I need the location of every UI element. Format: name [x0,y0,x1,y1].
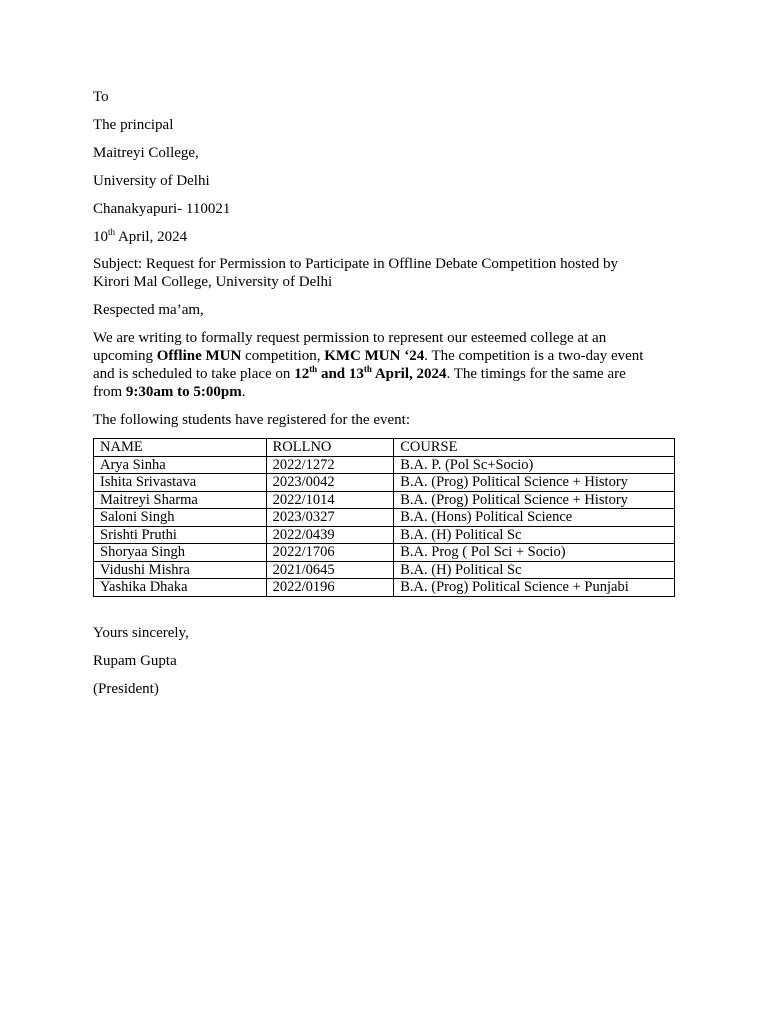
cell-name: Srishti Pruthi [94,526,267,544]
header-rollno: ROLLNO [266,439,394,457]
signatory-name: Rupam Gupta [93,653,177,669]
cell-name: Yashika Dhaka [94,579,267,597]
signatory-designation: (President) [93,681,159,697]
body-bold-timings: 9:30am to 5:00pm [125,384,242,400]
recipient-line: The principal [93,117,174,133]
body-bold-event-name: KMC MUN ‘24 [324,348,425,364]
cell-name: Shoryaa Singh [94,544,267,562]
date-day: 10 [93,229,108,245]
date-12: 12 [294,366,310,382]
students-table [93,438,675,597]
cell-course: B.A. (Prog) Political Science + Punjabi [394,579,675,597]
body-paragraph [93,329,653,401]
cell-rollno: 2022/1014 [266,491,394,509]
date-month-year: April, 2024 [371,366,447,382]
address-line: Chanakyapuri- 110021 [93,201,231,217]
body-text: competition, [241,348,325,364]
table-row [94,456,675,474]
table-row [94,474,675,492]
cell-name: Arya Sinha [94,456,267,474]
cell-rollno: 2023/0042 [266,474,394,492]
cell-course: B.A. (Prog) Political Science + History [394,474,675,492]
cell-course: B.A. P. (Pol Sc+Socio) [394,456,675,474]
cell-name: Vidushi Mishra [94,561,267,579]
cell-course: B.A. Prog ( Pol Sci + Socio) [394,544,675,562]
table-row [94,526,675,544]
cell-course: B.A. (H) Political Sc [394,561,675,579]
date-suffix: th [108,227,116,237]
table-row [94,561,675,579]
cell-course: B.A. (Prog) Political Science + History [394,491,675,509]
table-row [94,579,675,597]
body-text: We are writing to formally request permission to represent our esteemed college at an upcoming [93,330,607,364]
subject-line-1: Subject: Request for Permission to Participate in Offline Debate Competition hosted by [93,256,619,272]
cell-rollno: 2023/0327 [266,509,394,527]
cell-course: B.A. (H) Political Sc [394,526,675,544]
cell-name: Maitreyi Sharma [94,491,267,509]
subject-line-2: Kirori Mal College, University of Delhi [93,274,333,290]
salutation: Respected ma’am, [93,302,204,318]
header-name: NAME [94,439,267,457]
cell-rollno: 2022/0196 [266,579,394,597]
date-rest: April, 2024 [115,229,188,245]
body-text: . [241,384,246,400]
table-row [94,491,675,509]
body-text: . The competition is a two-day event and is scheduled to take place on [93,348,644,382]
cell-name: Ishita Srivastava [94,474,267,492]
table-header-row [94,439,675,457]
university-line: University of Delhi [93,173,210,189]
closing: Yours sincerely, [93,625,189,641]
date-line [93,228,187,246]
body-bold-event-type: Offline MUN [156,348,242,364]
body-text: . The timings for the same are from [93,366,626,400]
table-row [94,509,675,527]
cell-rollno: 2021/0645 [266,561,394,579]
cell-name: Saloni Singh [94,509,267,527]
date-13-suffix: th [363,364,372,374]
table-row [94,544,675,562]
body-bold-dates [294,366,446,382]
table-intro: The following students have registered for the event: [93,412,410,428]
cell-rollno: 2022/1706 [266,544,394,562]
cell-rollno: 2022/0439 [266,526,394,544]
date-13: and 13 [317,366,364,382]
college-line: Maitreyi College, [93,145,199,161]
to-line: To [93,89,109,105]
cell-course: B.A. (Hons) Political Science [394,509,675,527]
cell-rollno: 2022/1272 [266,456,394,474]
header-course: COURSE [394,439,675,457]
date-12-suffix: th [309,364,318,374]
